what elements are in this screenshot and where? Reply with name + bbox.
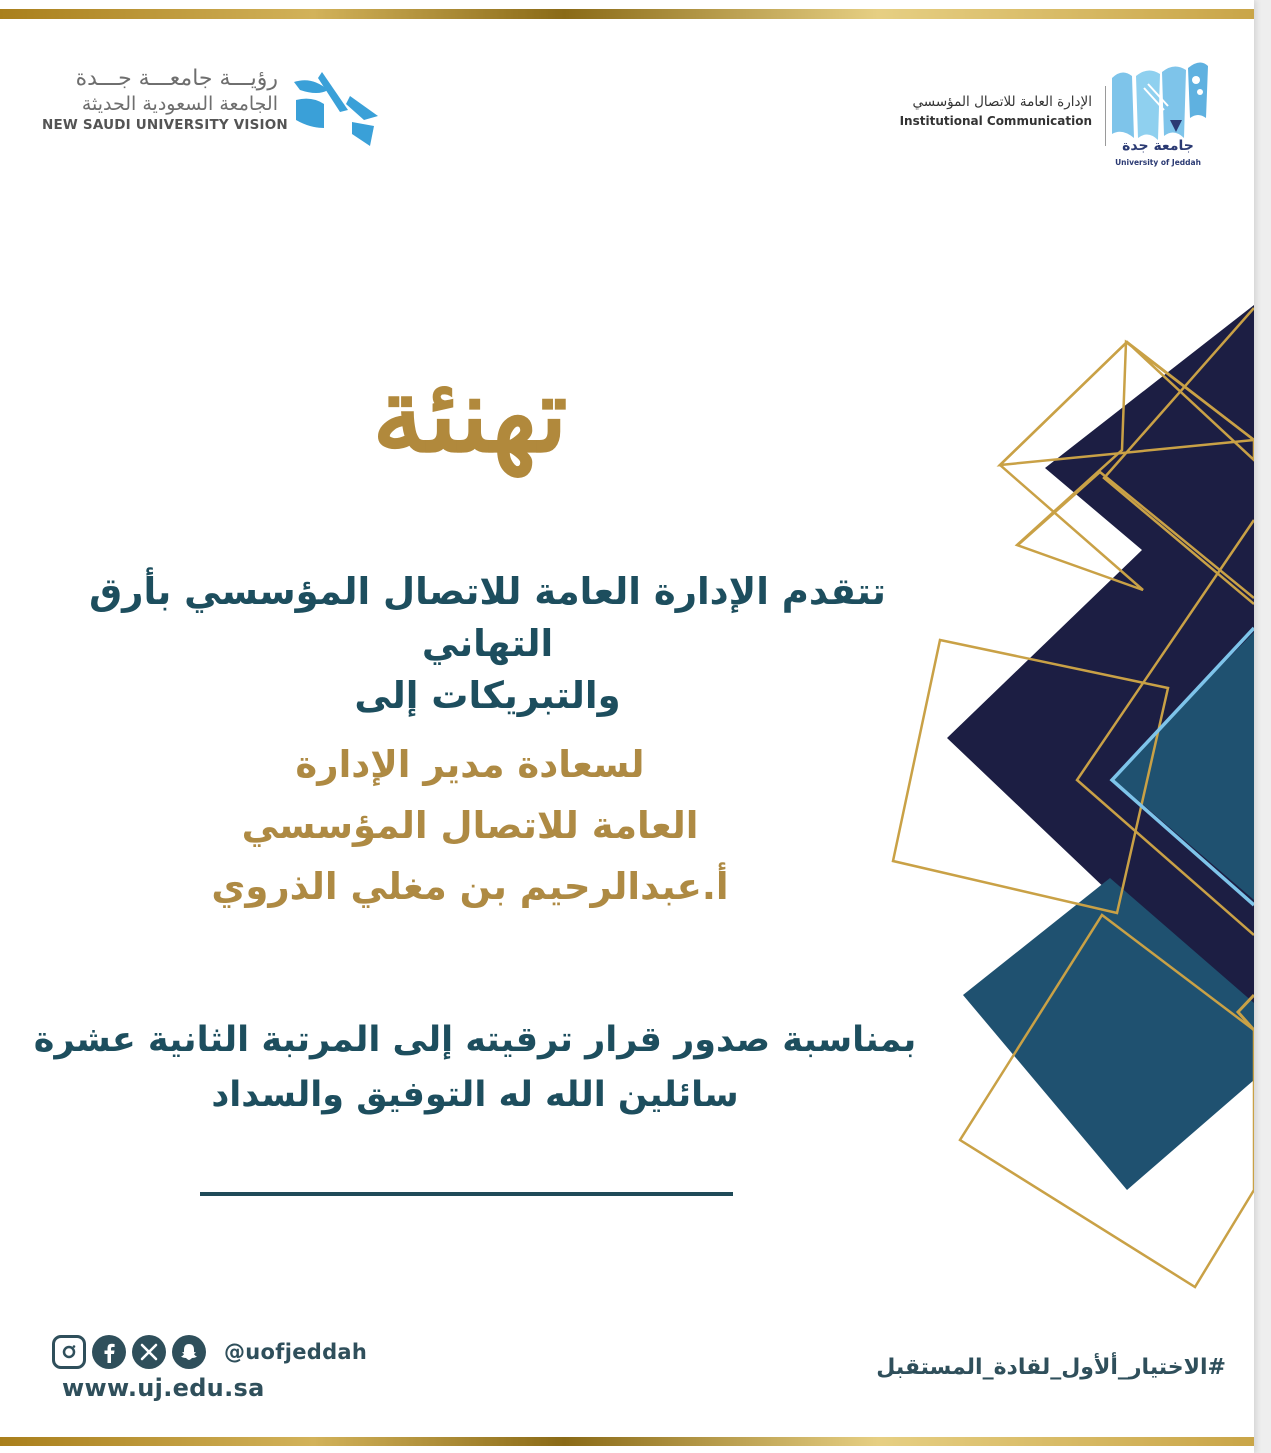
honoree-line-2: العامة للاتصال المؤسسي — [241, 804, 699, 847]
vision-english: NEW SAUDI UNIVERSITY VISION — [42, 117, 288, 133]
bottom-gold-border — [0, 1437, 1254, 1446]
university-of-jeddah-logo-icon — [1104, 58, 1214, 150]
department-name-english: Institutional Communication — [899, 114, 1092, 128]
intro-text — [40, 566, 935, 722]
instagram-icon[interactable] — [52, 1335, 86, 1369]
honoree-text — [190, 734, 750, 917]
vision-title: رؤيـــة جامعـــة جـــدة — [75, 66, 278, 91]
social-handle[interactable]: @uofjeddah — [224, 1340, 368, 1364]
content-divider — [200, 1192, 733, 1196]
occasion-text — [30, 1013, 920, 1123]
intro-line-2: والتبريكات إلى — [354, 674, 621, 717]
university-name-english: University of Jeddah — [1115, 158, 1201, 167]
intro-line-1: تتقدم الإدارة العامة للاتصال المؤسسي بأرق التهاني — [89, 570, 886, 665]
vision-subtitle: الجامعة السعودية الحديثة — [81, 93, 278, 115]
honoree-name: أ.عبدالرحيم بن مغلي الذروي — [211, 865, 729, 908]
vision-text — [42, 66, 288, 134]
vision-mark-icon — [290, 66, 382, 150]
university-vision-logo — [42, 66, 387, 152]
snapchat-icon[interactable] — [172, 1335, 206, 1369]
social-links — [52, 1333, 367, 1371]
hashtag: #الاختيار_ألأول_لقادة_المستقبل — [876, 1355, 1226, 1380]
website-link[interactable]: www.uj.edu.sa — [62, 1374, 265, 1402]
department-name — [900, 92, 1092, 130]
occasion-line-2: سائلين الله له التوفيق والسداد — [211, 1075, 739, 1115]
x-icon[interactable] — [132, 1335, 166, 1369]
university-name-arabic: جامعة جدة — [1122, 138, 1194, 154]
occasion-line-1: بمناسبة صدور قرار ترقيته إلى المرتبة الثانية عشرة — [33, 1020, 917, 1060]
honoree-line-1: لسعادة مدير الإدارة — [295, 743, 645, 786]
facebook-icon[interactable] — [92, 1335, 126, 1369]
card-title: تهنئة — [372, 353, 568, 476]
university-logo-block — [860, 58, 1232, 176]
department-name-arabic: الإدارة العامة للاتصال المؤسسي — [912, 94, 1092, 110]
